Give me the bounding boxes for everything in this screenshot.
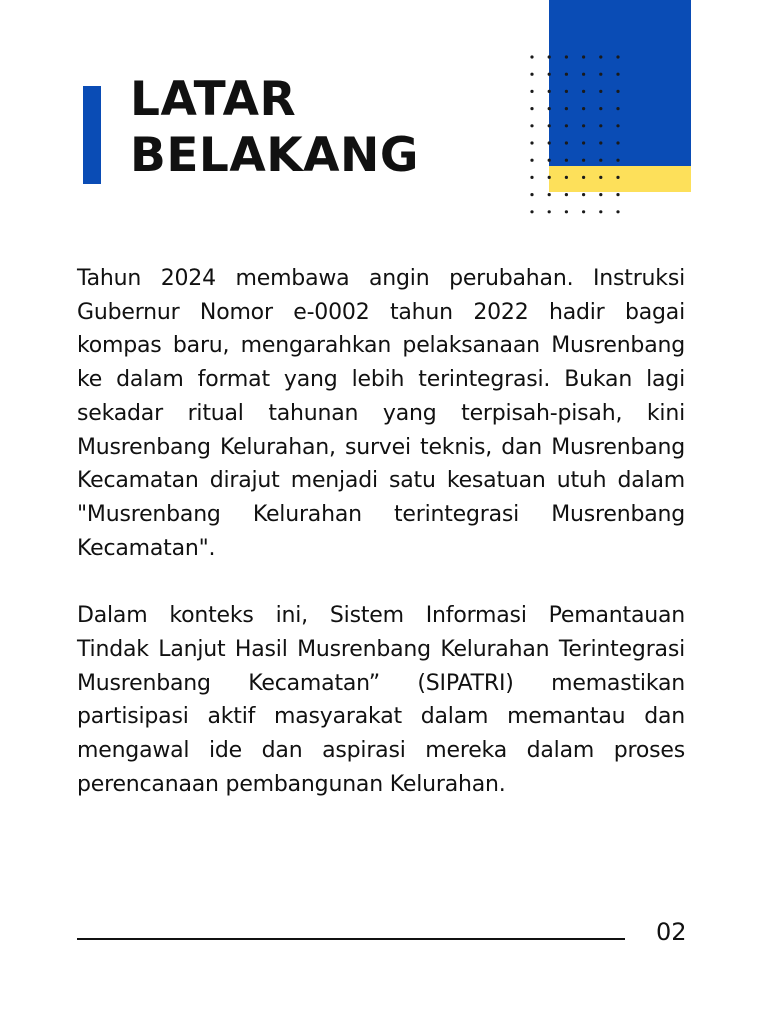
dot bbox=[548, 193, 551, 196]
dot bbox=[582, 124, 585, 127]
dot bbox=[565, 55, 568, 58]
dot bbox=[565, 124, 568, 127]
dot bbox=[582, 193, 585, 196]
dot bbox=[599, 141, 602, 144]
dot bbox=[548, 210, 551, 213]
dot bbox=[548, 124, 551, 127]
dot bbox=[616, 73, 619, 76]
dot bbox=[565, 159, 568, 162]
dot bbox=[616, 55, 619, 58]
dot bbox=[599, 159, 602, 162]
dot bbox=[530, 176, 533, 179]
dot bbox=[616, 210, 619, 213]
dot bbox=[599, 55, 602, 58]
footer-divider bbox=[77, 938, 625, 940]
dot bbox=[548, 73, 551, 76]
dot bbox=[565, 141, 568, 144]
dot bbox=[582, 55, 585, 58]
dot bbox=[616, 193, 619, 196]
dot bbox=[599, 124, 602, 127]
dot bbox=[548, 107, 551, 110]
dot bbox=[530, 90, 533, 93]
dot bbox=[582, 73, 585, 76]
dot bbox=[530, 73, 533, 76]
dot bbox=[548, 90, 551, 93]
page-number: 02 bbox=[656, 918, 687, 946]
dot bbox=[599, 193, 602, 196]
dot bbox=[530, 141, 533, 144]
dot bbox=[565, 193, 568, 196]
dot bbox=[565, 176, 568, 179]
dot bbox=[599, 107, 602, 110]
dot bbox=[565, 107, 568, 110]
dot bbox=[530, 124, 533, 127]
dot bbox=[582, 210, 585, 213]
dot bbox=[616, 141, 619, 144]
page-title-line-1: LATAR bbox=[130, 72, 297, 127]
page-title-line-2: BELAKANG bbox=[130, 128, 419, 183]
dot bbox=[616, 107, 619, 110]
dot bbox=[565, 73, 568, 76]
dot bbox=[616, 90, 619, 93]
dot bbox=[565, 90, 568, 93]
dot bbox=[548, 141, 551, 144]
dot bbox=[616, 176, 619, 179]
dot bbox=[582, 141, 585, 144]
dot bbox=[599, 176, 602, 179]
paragraph-2: Dalam konteks ini, Sistem Informasi Pemantauan Tindak Lanjut Hasil Musrenbang Kelurahan Terintegrasi Musrenbang Kecamatan” (SIPATRI) memastikan partisipasi aktif masyarakat dalam memantau dan mengawal ide dan aspirasi mereka dalam proses perencanaan pembangunan Kelurahan. bbox=[77, 603, 685, 797]
dot bbox=[530, 210, 533, 213]
dot bbox=[582, 159, 585, 162]
body-text bbox=[77, 262, 685, 802]
dot bbox=[616, 124, 619, 127]
dot bbox=[616, 159, 619, 162]
dot bbox=[599, 210, 602, 213]
title-accent-bar bbox=[83, 86, 101, 184]
dot bbox=[530, 55, 533, 58]
dot bbox=[599, 90, 602, 93]
dot bbox=[548, 55, 551, 58]
dot bbox=[548, 159, 551, 162]
page-title bbox=[130, 72, 419, 184]
decorative-dot-grid bbox=[528, 52, 624, 216]
dot bbox=[530, 159, 533, 162]
paragraph-1: Tahun 2024 membawa angin perubahan. Instruksi Gubernur Nomor e-0002 tahun 2022 hadir bagai kompas baru, mengarahkan pelaksanaan Musrenbang ke dalam format yang lebih terintegrasi. Bukan lagi sekadar ritual tahunan yang terpisah-pisah, kini Musrenbang Kelurahan, survei teknis, dan Musrenbang Kecamatan dirajut menjadi satu kesatuan utuh dalam "Musrenbang Kelurahan terintegrasi Musrenbang Kecamatan". bbox=[77, 266, 685, 561]
dot bbox=[548, 176, 551, 179]
dot bbox=[565, 210, 568, 213]
dot bbox=[582, 107, 585, 110]
dot bbox=[582, 90, 585, 93]
dot bbox=[530, 193, 533, 196]
dot bbox=[582, 176, 585, 179]
dot bbox=[530, 107, 533, 110]
dot bbox=[599, 73, 602, 76]
